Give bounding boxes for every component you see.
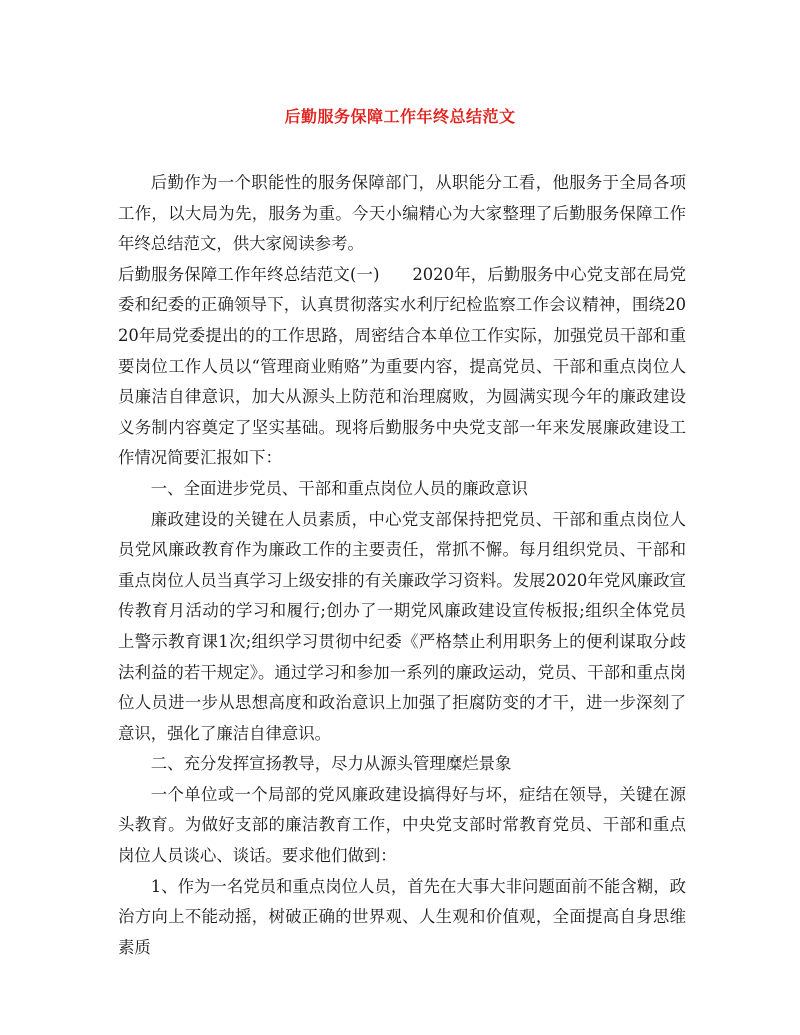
document-body [118,168,686,963]
paragraph-intro: 后勤作为一个职能性的服务保障部门，从职能分工看，他服务于全局各项工作，以大局为先，服务为重。今天小编精心为大家整理了后勤服务保障工作年终总结范文，供大家阅读参考。 [118,173,686,254]
paragraph-section-one [118,260,686,474]
document-title: 后勤服务保障工作年终总结范文 [284,107,516,126]
section-one-text: 2020年，后勤服务中心党支部在局党委和纪委的正确领导下，认真贯彻落实水利厅纪检监察工作会议精神，围绕2020年局党委提出的的工作思路，周密结合本单位工作实际，加强党员干部和重要岗位工作人员以“管理商业贿赂”为重要内容，提高党员、干部和重点岗位人员廉洁自律意识，加大从源头上防范和治理腐败，为圆满实现今年的廉政建设义务制内容奠定了坚实基础。现将后勤服务中央党支部一年来发展廉政建设工作情况简要汇报如下： [118,264,686,468]
heading-point-one: 一、全面进步党员、干部和重点岗位人员的廉政意识 [150,478,528,498]
paragraph-point-one: 廉政建设的关键在人员素质，中心党支部保持把党员、干部和重点岗位人员党风廉政教育作为廉政工作的主要责任，常抓不懈。每月组织党员、干部和重点岗位人员当真学习上级安排的有关廉政学习资料。发展2020年党风廉政宣传教育月活动的学习和履行;创办了一期党风廉政建设宣传板报;组织全体党员上警示教育课1次;组织学习贯彻中纪委《严格禁止利用职务上的便利谋取分歧法利益的若干规定》。通过学习和参加一系列的廉政运动，党员、干部和重点岗位人员进一步从思想高度和政治意识上加强了拒腐防变的才干，进一步深刻了意识，强化了廉洁自律意识。 [118,509,686,743]
paragraph-point-two: 一个单位或一个局部的党风廉政建设搞得好与坏，症结在领导，关键在源头教育。为做好支部的廉洁教育工作，中央党支部时常教育党员、干部和重点岗位人员谈心、谈话。要求他们做到： [118,784,686,866]
section-heading-inline: 后勤服务保障工作年终总结范文(一) [118,264,380,284]
paragraph-item-one: 1、作为一名党员和重点岗位人员，首先在大事大非问题面前不能含糊，政治方向上不能动摇，树破正确的世界观、人生观和价值观，全面提高自身思维素质 [118,876,686,957]
heading-point-two: 二、充分发挥宣扬教导，尽力从源头管理糜烂景象 [150,754,512,774]
